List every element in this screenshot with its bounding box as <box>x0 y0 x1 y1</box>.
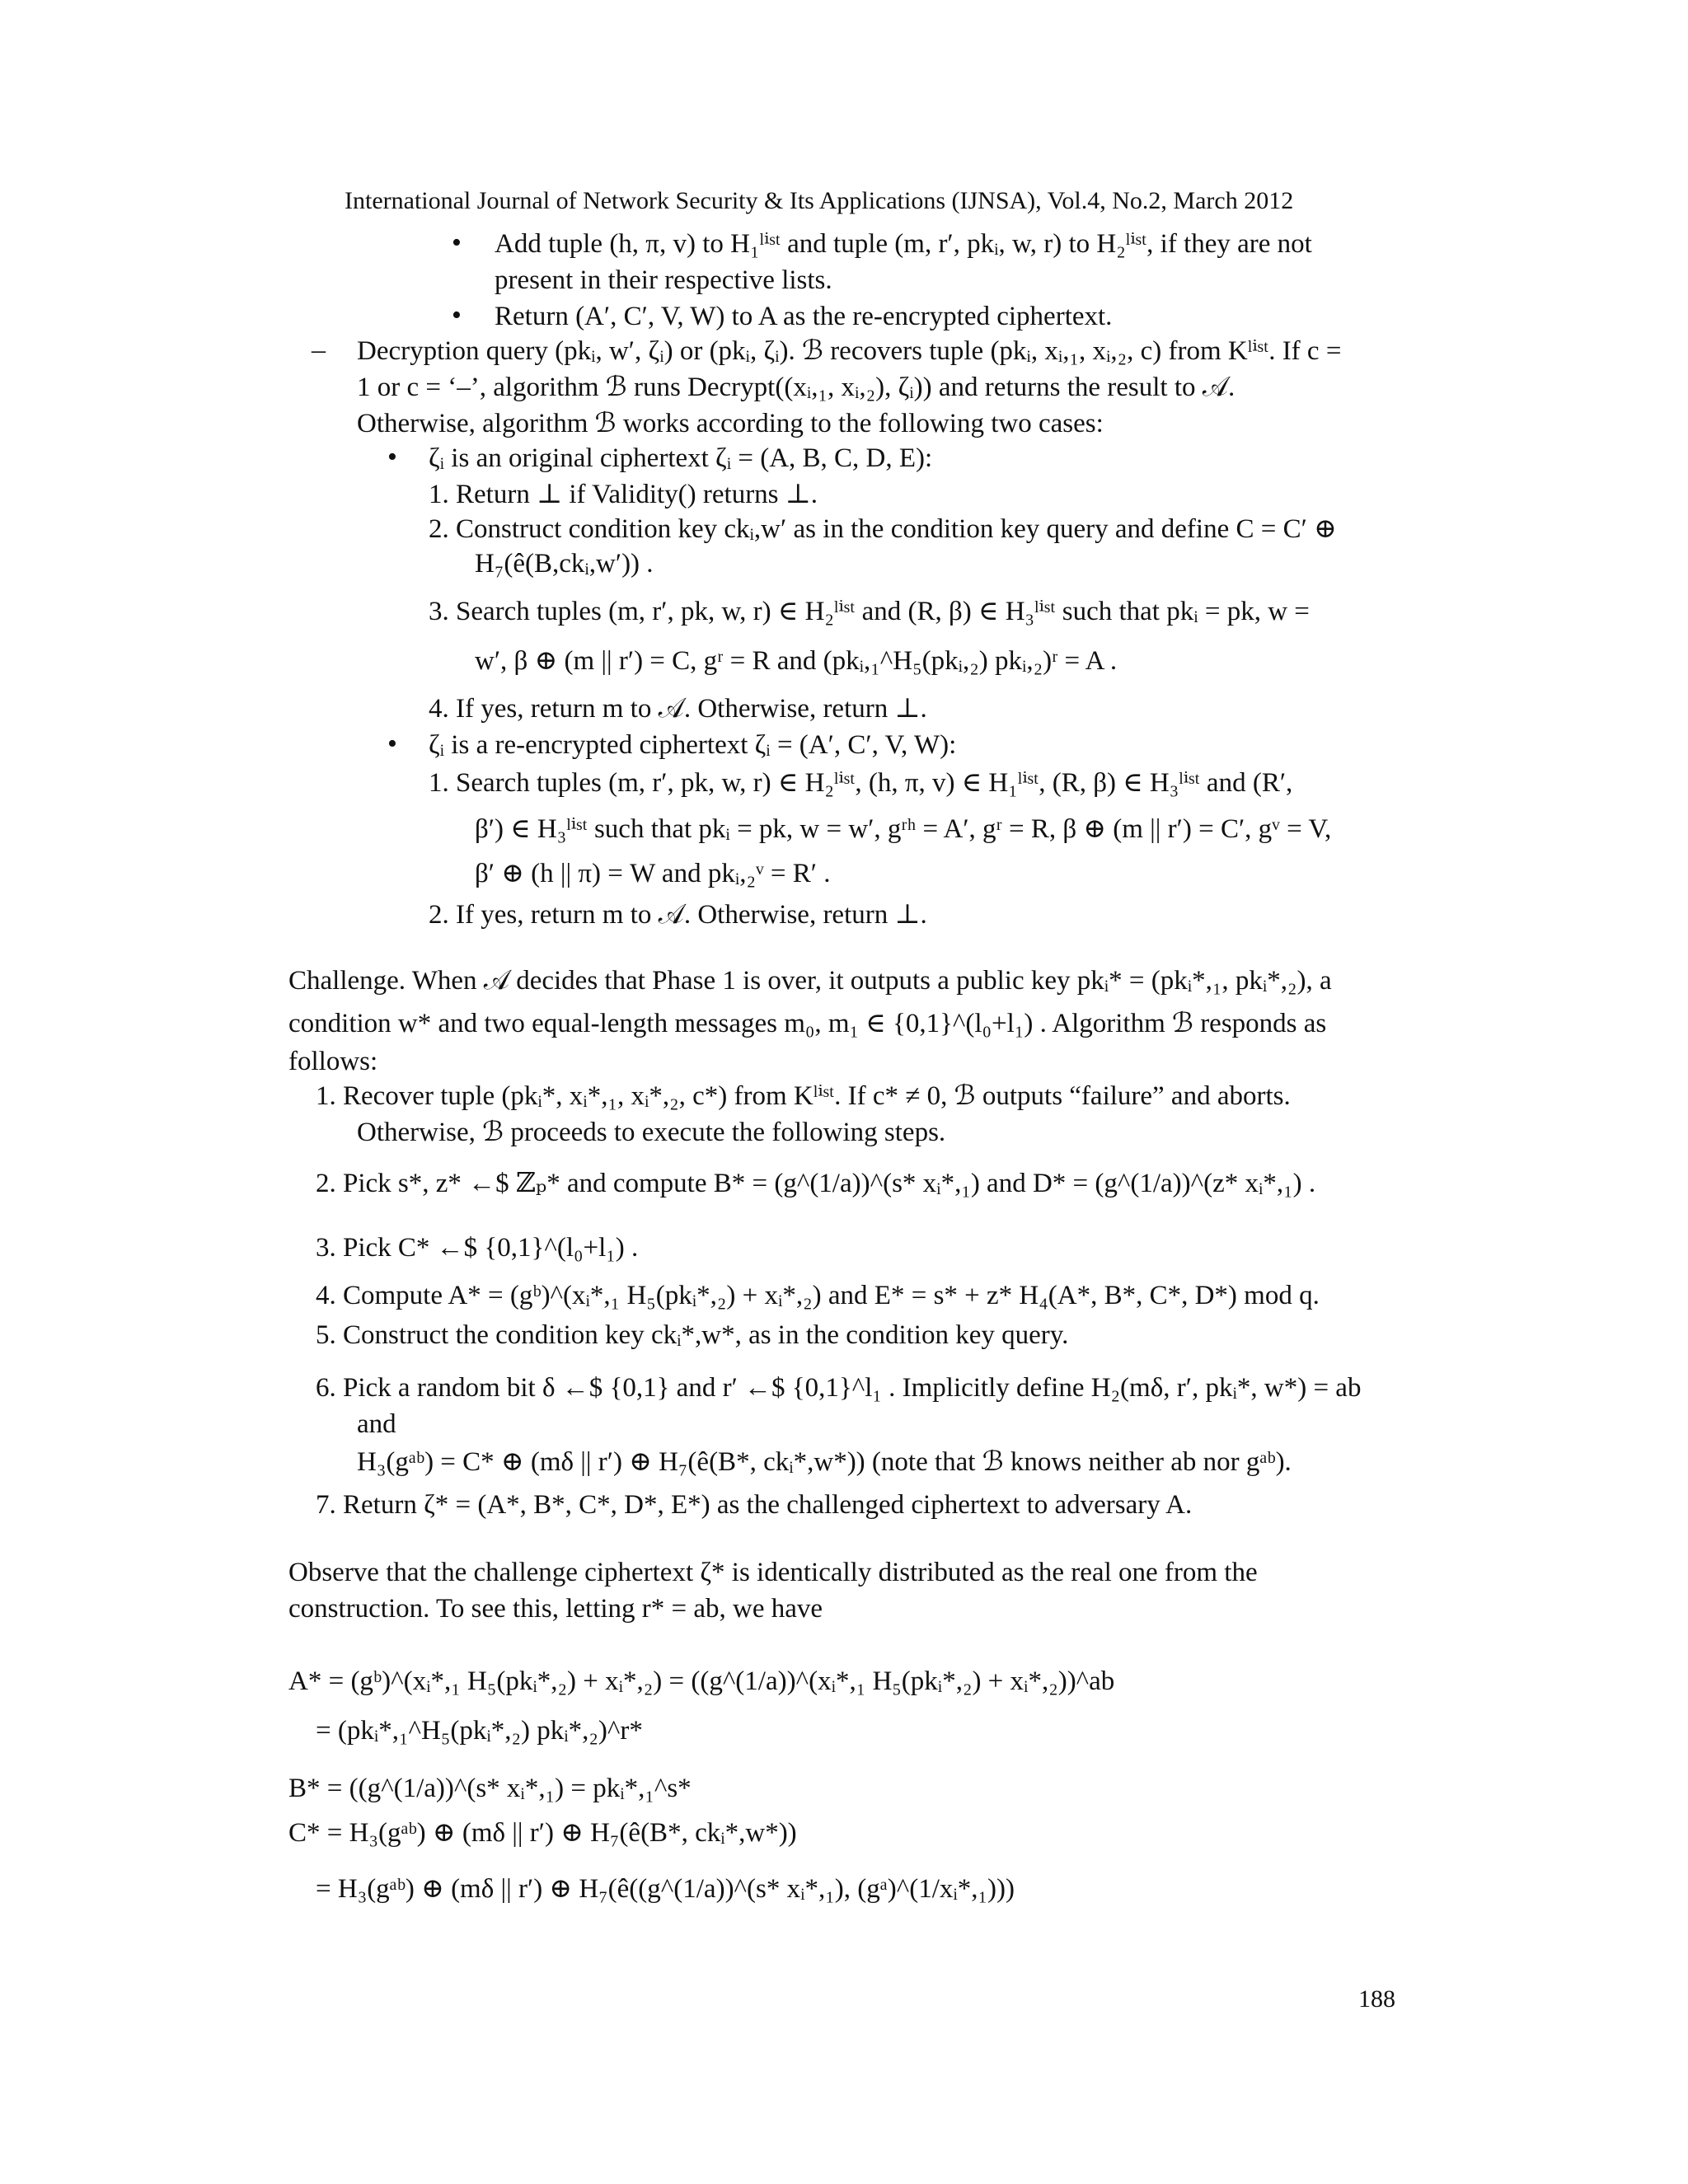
text-line: ζᵢ is a re-encrypted ciphertext ζᵢ = (A′, C′, V, W): <box>429 730 957 760</box>
running-header: International Journal of Network Security & Its Applications (IJNSA), Vol.4, No.2, March 2012 <box>345 187 1294 214</box>
formula-line: w′, β ⊕ (m || r′) = C, gʳ = R and (pkᵢ,₁^H₅(pkᵢ,₂) pkᵢ,₂)ʳ = A . <box>475 646 1118 676</box>
formula-line: H₇(ê(B,ckᵢ,w′)) . <box>475 549 654 579</box>
formula-line: 6. Pick a random bit δ ←$ {0,1} and r′ ←$ {0,1}^l₁ . Implicitly define H₂(mδ, r′, pkᵢ*, w*) = ab <box>316 1373 1362 1403</box>
text-line: construction. To see this, letting r* = ab, we have <box>288 1594 823 1624</box>
challenge-paragraph: Challenge. When 𝒜 decides that Phase 1 is over, it outputs a public key pkᵢ* = (pkᵢ*,₁, pkᵢ*,₂), a <box>288 966 1332 996</box>
text-line: 1. Return ⊥ if Validity() returns ⊥. <box>429 480 818 509</box>
text-line: 7. Return ζ* = (A*, B*, C*, D*, E*) as the challenged ciphertext to adversary A. <box>316 1490 1193 1520</box>
formula-line: H₃(gᵃᵇ) = C* ⊕ (mδ || r′) ⊕ H₇(ê(B*, ckᵢ*,w*)) (note that ℬ knows neither ab nor gᵃᵇ). <box>357 1447 1292 1477</box>
text-line: 1. Recover tuple (pkᵢ*, xᵢ*,₁, xᵢ*,₂, c*) from Kˡⁱˢᵗ. If c* ≠ 0, ℬ outputs “failure” and aborts. <box>316 1081 1291 1111</box>
equation: = (pkᵢ*,₁^H₅(pkᵢ*,₂) pkᵢ*,₂)^r* <box>316 1716 643 1746</box>
equation: B* = ((g^(1/a))^(s* xᵢ*,₁) = pkᵢ*,₁^s* <box>288 1774 692 1803</box>
text-line: Return (A′, C′, V, W) to A as the re-encrypted ciphertext. <box>495 302 1113 331</box>
text-line: 4. If yes, return m to 𝒜. Otherwise, return ⊥. <box>429 694 927 724</box>
text-line: Add tuple (h, π, v) to H₁ˡⁱˢᵗ and tuple (m, r′, pkᵢ, w, r) to H₂ˡⁱˢᵗ, if they are not <box>495 229 1312 259</box>
text-line: 3. Search tuples (m, r′, pk, w, r) ∈ H₂ˡⁱˢᵗ and (R, β) ∈ H₃ˡⁱˢᵗ such that pkᵢ = pk, w = <box>429 597 1310 626</box>
text-line: 2. Construct condition key ckᵢ,w′ as in the condition key query and define C = C′ ⊕ <box>429 514 1337 544</box>
equation: = H₃(gᵃᵇ) ⊕ (mδ || r′) ⊕ H₇(ê((g^(1/a))^(s* xᵢ*,₁), (gᵃ)^(1/xᵢ*,₁))) <box>316 1874 1015 1904</box>
text-line: Decryption query (pkᵢ, w′, ζᵢ) or (pkᵢ, ζᵢ). ℬ recovers tuple (pkᵢ, xᵢ,₁, xᵢ,₂, c) from Kˡⁱˢᵗ. If c = <box>357 336 1342 366</box>
bullet-icon: • <box>452 227 462 258</box>
bullet-icon: • <box>387 729 397 759</box>
formula-line: β′ ⊕ (h || π) = W and pkᵢ,₂ᵛ = R′ . <box>475 859 831 888</box>
text-line: present in their respective lists. <box>495 265 832 295</box>
text-line: 1 or c = ‘–’, algorithm ℬ runs Decrypt((xᵢ,₁, xᵢ,₂), ζᵢ)) and returns the result to 𝒜. <box>357 373 1236 402</box>
text-line: follows: <box>288 1047 378 1076</box>
text-line: and <box>357 1409 396 1439</box>
formula-line: 4. Compute A* = (gᵇ)^(xᵢ*,₁ H₅(pkᵢ*,₂) + xᵢ*,₂) and E* = s* + z* H₄(A*, B*, C*, D*) mod q. <box>316 1281 1320 1310</box>
formula-line: 2. Pick s*, z* ←$ ℤₚ* and compute B* = (g^(1/a))^(s* xᵢ*,₁) and D* = (g^(1/a))^(z* xᵢ*,₁) . <box>316 1169 1316 1198</box>
text-line: condition w* and two equal-length messages m₀, m₁ ∈ {0,1}^(l₀+l₁) . Algorithm ℬ responds as <box>288 1009 1327 1038</box>
text-line: 1. Search tuples (m, r′, pk, w, r) ∈ H₂ˡⁱˢᵗ, (h, π, v) ∈ H₁ˡⁱˢᵗ, (R, β) ∈ H₃ˡⁱˢᵗ and (R′, <box>429 768 1293 798</box>
equation: A* = (gᵇ)^(xᵢ*,₁ H₅(pkᵢ*,₂) + xᵢ*,₂) = ((g^(1/a))^(xᵢ*,₁ H₅(pkᵢ*,₂) + xᵢ*,₂))^ab <box>288 1666 1115 1696</box>
bullet-icon: • <box>452 300 462 330</box>
formula-line: β′) ∈ H₃ˡⁱˢᵗ such that pkᵢ = pk, w = w′, gʳʰ = A′, gʳ = R, β ⊕ (m || r′) = C′, gᵛ = V, <box>475 814 1332 844</box>
equation: C* = H₃(gᵃᵇ) ⊕ (mδ || r′) ⊕ H₇(ê(B*, ckᵢ*,w*)) <box>288 1818 797 1848</box>
formula-line: 3. Pick C* ←$ {0,1}^(l₀+l₁) . <box>316 1233 639 1263</box>
text-line: 5. Construct the condition key ckᵢ*,w*, as in the condition key query. <box>316 1320 1069 1350</box>
text-line: Otherwise, ℬ proceeds to execute the following steps. <box>357 1118 946 1147</box>
page-number: 188 <box>1358 1985 1395 2013</box>
text-line: Otherwise, algorithm ℬ works according to the following two cases: <box>357 409 1104 438</box>
text-line: Observe that the challenge ciphertext ζ* is identically distributed as the real one from the <box>288 1558 1258 1587</box>
text-line: 2. If yes, return m to 𝒜. Otherwise, return ⊥. <box>429 900 927 930</box>
text-line: ζᵢ is an original ciphertext ζᵢ = (A, B, C, D, E): <box>429 443 933 473</box>
dash-icon: – <box>312 335 326 365</box>
bullet-icon: • <box>387 442 397 472</box>
